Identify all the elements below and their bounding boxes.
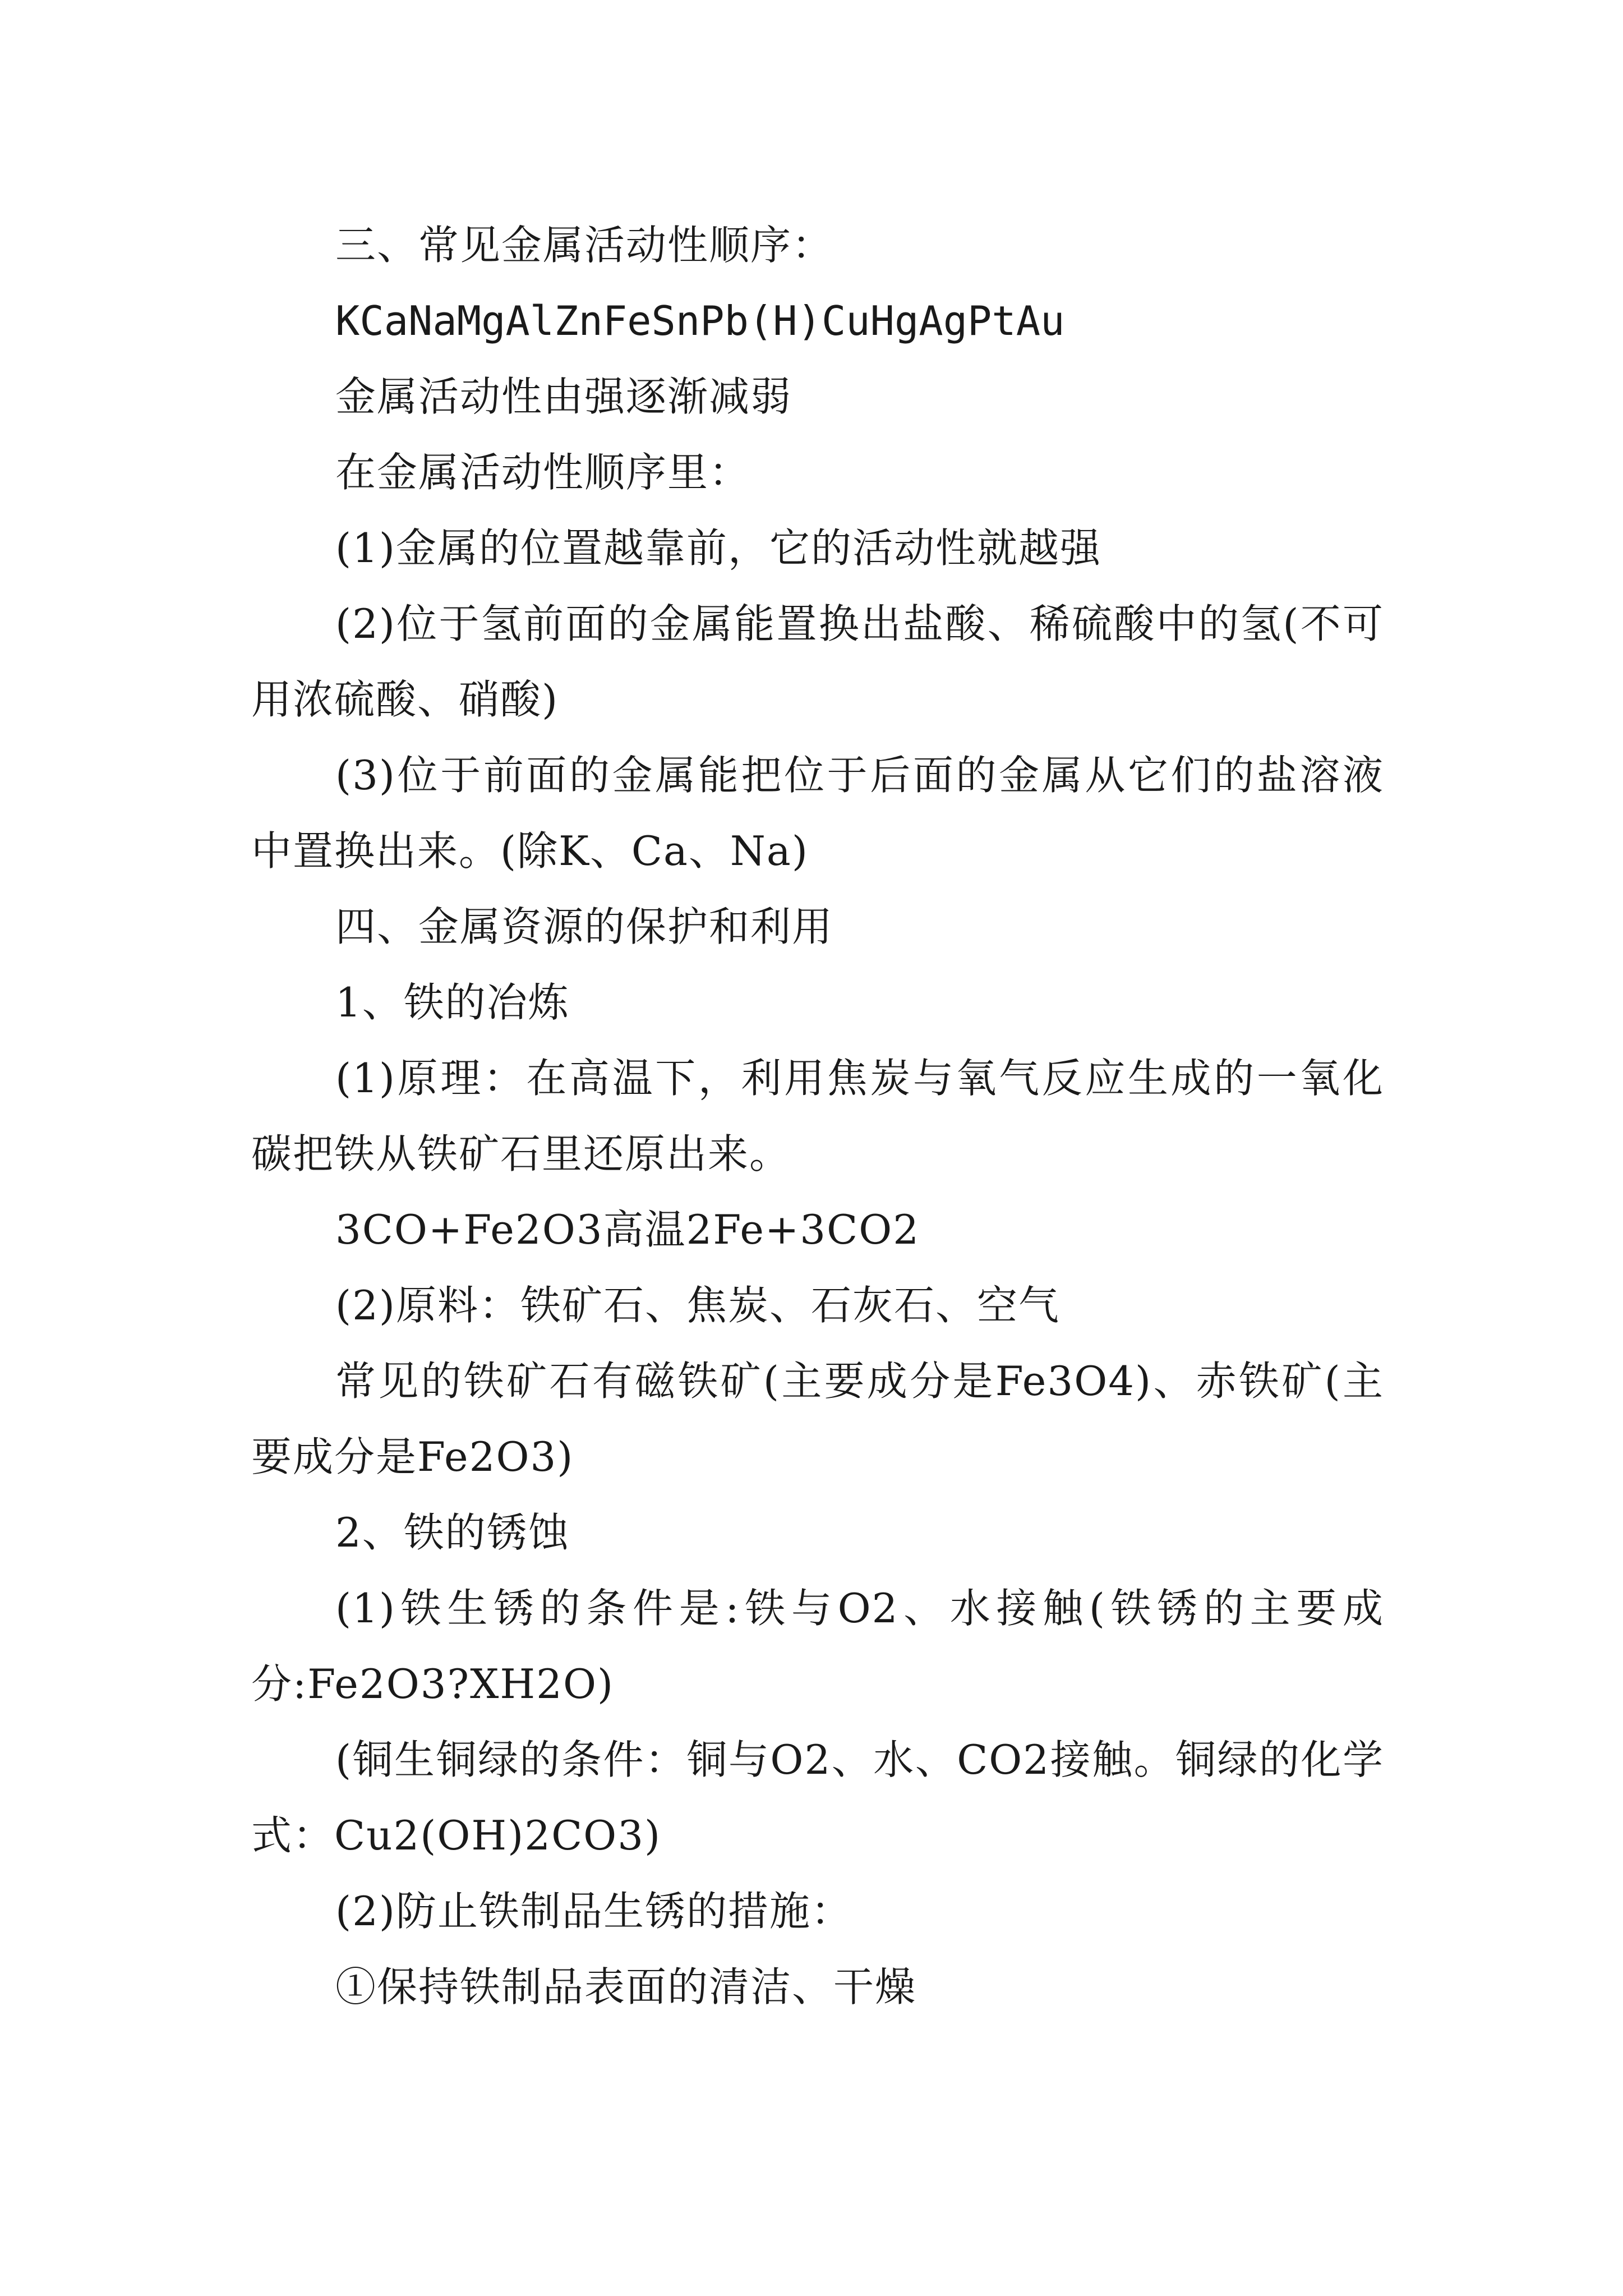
list-item: (2)原料：铁矿石、焦炭、石灰石、空气 [335, 1282, 1060, 1329]
paragraph: 常见的铁矿石有磁铁矿(主要成分是Fe3O4)、赤铁矿(主要成分是Fe2O3) [251, 1358, 1384, 1480]
activity-series: KCaNaMgAlZnFeSnPb(H)CuHgAgPtAu [335, 297, 1065, 344]
paragraph: 在金属活动性顺序里： [335, 449, 751, 496]
paragraph: 金属活动性由强逐渐减弱 [335, 373, 792, 420]
subheading-iron-smelting: 1、铁的冶炼 [335, 979, 570, 1026]
section-heading-metal-activity: 三、常见金属活动性顺序： [335, 222, 834, 269]
list-item: (1)金属的位置越靠前，它的活动性就越强 [335, 524, 1101, 572]
paragraph: (铜生铜绿的条件：铜与O2、水、CO2接触。铜绿的化学式：Cu2(OH)2CO3) [251, 1736, 1384, 1859]
section-heading-resources: 四、金属资源的保护和利用 [335, 903, 834, 950]
list-item: (1)铁生锈的条件是:铁与O2、水接触(铁锈的主要成分:Fe2O3?XH2O) [251, 1585, 1384, 1708]
document-body [251, 208, 1384, 2025]
list-item: (2)位于氢前面的金属能置换出盐酸、稀硫酸中的氢(不可用浓硫酸、硝酸) [251, 600, 1384, 723]
list-item: (2)防止铁制品生锈的措施： [335, 1888, 852, 1935]
chemical-equation: 3CO+Fe2O3高温2Fe+3CO2 [335, 1206, 920, 1253]
list-item: ①保持铁制品表面的清洁、干燥 [335, 1963, 917, 2010]
list-item: (1)原理：在高温下，利用焦炭与氧气反应生成的一氧化碳把铁从铁矿石里还原出来。 [251, 1055, 1384, 1177]
subheading-iron-rusting: 2、铁的锈蚀 [335, 1509, 570, 1556]
list-item: (3)位于前面的金属能把位于后面的金属从它们的盐溶液中置换出来。(除K、Ca、Na) [251, 752, 1384, 875]
